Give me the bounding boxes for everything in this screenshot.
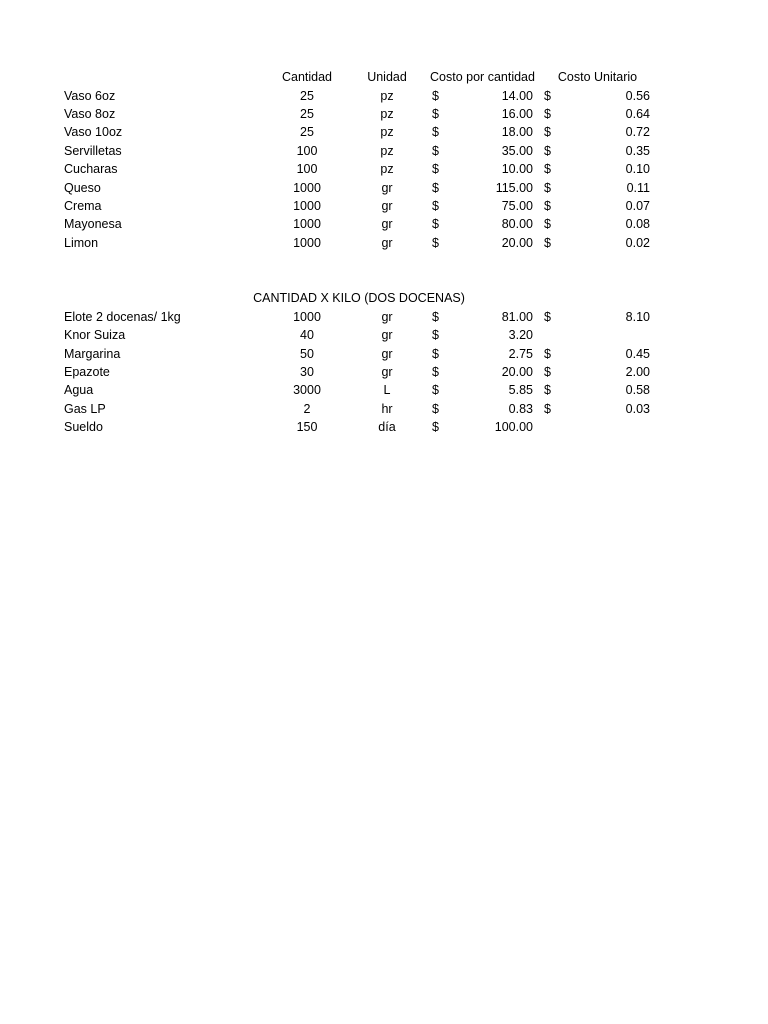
table-row xyxy=(0,381,768,399)
item-cost: 3.20 xyxy=(508,328,533,342)
currency-symbol: $ xyxy=(432,217,439,231)
item-name: Vaso 6oz xyxy=(64,89,116,103)
header-unidad: Unidad xyxy=(367,70,407,84)
table-row xyxy=(0,160,768,178)
item-name: Agua xyxy=(64,383,94,397)
table1-header-row xyxy=(0,68,768,86)
currency-symbol: $ xyxy=(432,144,439,158)
item-unit: gr xyxy=(381,328,393,342)
currency-symbol: $ xyxy=(544,236,551,250)
item-name: Epazote xyxy=(64,365,110,379)
currency-symbol: $ xyxy=(544,89,551,103)
item-quantity: 150 xyxy=(296,420,318,434)
table-row xyxy=(0,179,768,197)
item-cost: 80.00 xyxy=(501,217,533,231)
item-name: Servilletas xyxy=(64,144,122,158)
item-cost: 5.85 xyxy=(508,383,533,397)
item-cost: 115.00 xyxy=(495,181,533,195)
item-name: Gas LP xyxy=(64,402,106,416)
currency-symbol: $ xyxy=(544,310,551,324)
currency-symbol: $ xyxy=(432,181,439,195)
item-unit: pz xyxy=(380,144,394,158)
item-name: Crema xyxy=(64,199,102,213)
item-unit: hr xyxy=(381,402,393,416)
item-unit-cost: 0.08 xyxy=(625,217,650,231)
currency-symbol: $ xyxy=(544,217,551,231)
currency-symbol: $ xyxy=(432,162,439,176)
item-unit: pz xyxy=(380,107,394,121)
item-unit-cost: 2.00 xyxy=(625,365,650,379)
item-cost: 14.00 xyxy=(501,89,533,103)
item-name: Sueldo xyxy=(64,420,103,434)
item-unit-cost: 8.10 xyxy=(625,310,650,324)
item-cost: 2.75 xyxy=(508,347,533,361)
currency-symbol: $ xyxy=(432,89,439,103)
section-subtitle: CANTIDAD X KILO (DOS DOCENAS) xyxy=(253,291,465,305)
item-unit: pz xyxy=(380,162,394,176)
table-row xyxy=(0,105,768,123)
item-quantity: 2 xyxy=(303,402,311,416)
item-quantity: 25 xyxy=(300,107,314,121)
currency-symbol: $ xyxy=(432,310,439,324)
currency-symbol: $ xyxy=(544,199,551,213)
currency-symbol: $ xyxy=(544,402,551,416)
item-name: Cucharas xyxy=(64,162,118,176)
item-unit-cost: 0.72 xyxy=(625,125,650,139)
item-cost: 81.00 xyxy=(501,310,533,324)
item-name: Elote 2 docenas/ 1kg xyxy=(64,310,181,324)
item-quantity: 1000 xyxy=(293,236,321,250)
item-unit-cost: 0.03 xyxy=(625,402,650,416)
item-unit-cost: 0.02 xyxy=(625,236,650,250)
currency-symbol: $ xyxy=(432,199,439,213)
table-row xyxy=(0,234,768,252)
header-costo-por-cantidad: Costo por cantidad xyxy=(430,70,535,84)
currency-symbol: $ xyxy=(432,328,439,342)
item-quantity: 1000 xyxy=(293,199,321,213)
item-unit-cost: 0.07 xyxy=(625,199,650,213)
currency-symbol: $ xyxy=(432,420,439,434)
item-quantity: 3000 xyxy=(293,383,321,397)
table-row xyxy=(0,87,768,105)
item-quantity: 1000 xyxy=(293,181,321,195)
item-unit-cost: 0.64 xyxy=(625,107,650,121)
header-cantidad: Cantidad xyxy=(281,70,333,84)
item-name: Knor Suiza xyxy=(64,328,126,342)
item-quantity: 40 xyxy=(300,328,314,342)
item-unit-cost: 0.45 xyxy=(625,347,650,361)
item-quantity: 100 xyxy=(296,144,318,158)
item-name: Vaso 8oz xyxy=(64,107,116,121)
currency-symbol: $ xyxy=(544,107,551,121)
table-row xyxy=(0,345,768,363)
currency-symbol: $ xyxy=(432,365,439,379)
item-quantity: 30 xyxy=(300,365,314,379)
item-unit-cost: 0.10 xyxy=(625,162,650,176)
item-unit: gr xyxy=(381,199,393,213)
item-unit: pz xyxy=(380,89,394,103)
table-row xyxy=(0,142,768,160)
table-row xyxy=(0,197,768,215)
item-quantity: 25 xyxy=(300,125,314,139)
currency-symbol: $ xyxy=(432,347,439,361)
table-row xyxy=(0,215,768,233)
currency-symbol: $ xyxy=(544,383,551,397)
item-quantity: 50 xyxy=(300,347,314,361)
table-row xyxy=(0,308,768,326)
item-unit: gr xyxy=(381,236,393,250)
item-unit: gr xyxy=(381,217,393,231)
header-costo-unitario: Costo Unitario xyxy=(557,70,638,84)
item-unit: día xyxy=(378,420,396,434)
item-name: Limon xyxy=(64,236,99,250)
item-name: Mayonesa xyxy=(64,217,122,231)
item-unit: gr xyxy=(381,365,393,379)
currency-symbol: $ xyxy=(432,236,439,250)
currency-symbol: $ xyxy=(544,125,551,139)
item-quantity: 1000 xyxy=(293,310,321,324)
item-cost: 16.00 xyxy=(501,107,533,121)
item-unit-cost: 0.11 xyxy=(626,181,650,195)
table2-subtitle-row xyxy=(0,289,768,307)
item-cost: 20.00 xyxy=(501,236,533,250)
item-unit: pz xyxy=(380,125,394,139)
item-cost: 20.00 xyxy=(501,365,533,379)
item-name: Queso xyxy=(64,181,101,195)
table-row xyxy=(0,123,768,141)
item-unit-cost: 0.56 xyxy=(625,89,650,103)
item-unit: gr xyxy=(381,347,393,361)
item-cost: 35.00 xyxy=(501,144,533,158)
item-cost: 10.00 xyxy=(501,162,533,176)
item-cost: 0.83 xyxy=(508,402,533,416)
currency-symbol: $ xyxy=(432,107,439,121)
table-row xyxy=(0,363,768,381)
item-name: Vaso 10oz xyxy=(64,125,123,139)
item-unit-cost: 0.58 xyxy=(625,383,650,397)
item-cost: 75.00 xyxy=(501,199,533,213)
item-quantity: 25 xyxy=(300,89,314,103)
table-row xyxy=(0,418,768,436)
currency-symbol: $ xyxy=(544,181,551,195)
item-quantity: 1000 xyxy=(293,217,321,231)
item-unit: gr xyxy=(381,310,393,324)
table-row xyxy=(0,400,768,418)
table-row xyxy=(0,326,768,344)
item-unit: L xyxy=(383,383,391,397)
currency-symbol: $ xyxy=(432,383,439,397)
currency-symbol: $ xyxy=(544,162,551,176)
item-cost: 18.00 xyxy=(501,125,533,139)
currency-symbol: $ xyxy=(544,144,551,158)
item-quantity: 100 xyxy=(296,162,318,176)
item-name: Margarina xyxy=(64,347,121,361)
item-unit-cost: 0.35 xyxy=(625,144,650,158)
currency-symbol: $ xyxy=(432,125,439,139)
currency-symbol: $ xyxy=(544,347,551,361)
item-cost: 100.00 xyxy=(494,420,533,434)
item-unit: gr xyxy=(381,181,393,195)
currency-symbol: $ xyxy=(432,402,439,416)
currency-symbol: $ xyxy=(544,365,551,379)
